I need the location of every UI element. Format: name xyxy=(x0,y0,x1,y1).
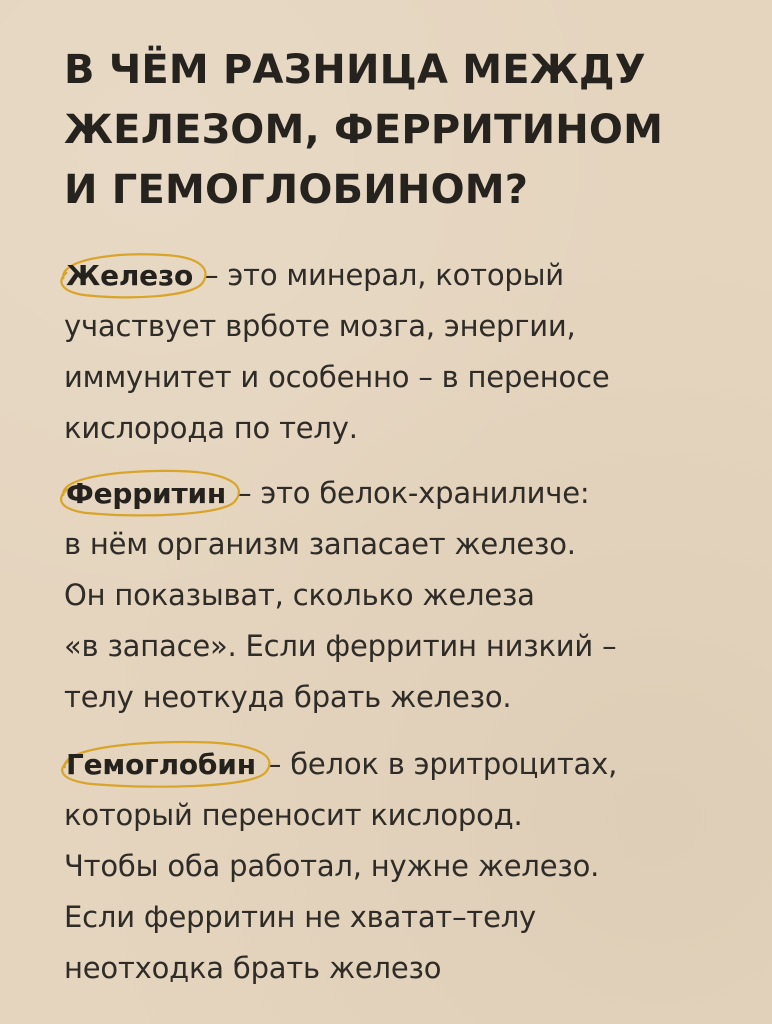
hemoglobin-definition xyxy=(64,739,724,994)
hemoglobin-line-5: неотходка брать железо xyxy=(64,951,442,985)
ferritin-line-4: «в запасе». Если ферритин низкий – xyxy=(64,629,617,663)
term-hemoglobin xyxy=(64,739,258,790)
iron-line-4: кислорода по телу. xyxy=(64,411,358,445)
ferritin-definition xyxy=(64,468,724,723)
ferritin-line-3: Он показыват, сколько железа xyxy=(64,578,535,612)
iron-line-1 xyxy=(64,250,724,301)
iron-line-3: иммунитет и особенно – в переносе xyxy=(64,360,610,394)
hemoglobin-line-3: Чтобы оба работал, нужне железо. xyxy=(64,849,600,883)
hemoglobin-line-1 xyxy=(64,739,724,790)
term-hemoglobin-label: Гемоглобин xyxy=(66,748,256,781)
term-ferritin xyxy=(64,468,228,519)
term-ferritin-label: Ферритин xyxy=(66,477,227,510)
page-title xyxy=(64,40,724,220)
title-line-3: И ГЕМОГЛОБИНОМ? xyxy=(64,167,529,213)
term-iron-label: Железо xyxy=(66,259,194,292)
ferritin-line-1-rest: – это белок-храниличе: xyxy=(228,476,590,510)
iron-definition xyxy=(64,250,724,454)
term-iron xyxy=(64,250,195,301)
hemoglobin-line-4: Если ферритин не хватат–телу xyxy=(64,900,537,934)
ferritin-line-2: в нём организм запасает железо. xyxy=(64,527,576,561)
ferritin-line-1 xyxy=(64,468,724,519)
ferritin-line-5: телу неоткуда брать железо. xyxy=(64,680,512,714)
hemoglobin-line-2: который переносит кислород. xyxy=(64,798,523,832)
iron-line-2: участвует врботе мозга, энергии, xyxy=(64,309,576,343)
iron-line-1-rest: – это минерал, который xyxy=(195,258,564,292)
title-line-2: ЖЕЛЕЗОМ, ФЕРРИТИНОМ xyxy=(64,107,664,153)
title-line-1: В ЧЁМ РАЗНИЦА МЕЖДУ xyxy=(64,47,646,93)
hemoglobin-line-1-rest: – белок в эритроцитах, xyxy=(257,747,618,781)
